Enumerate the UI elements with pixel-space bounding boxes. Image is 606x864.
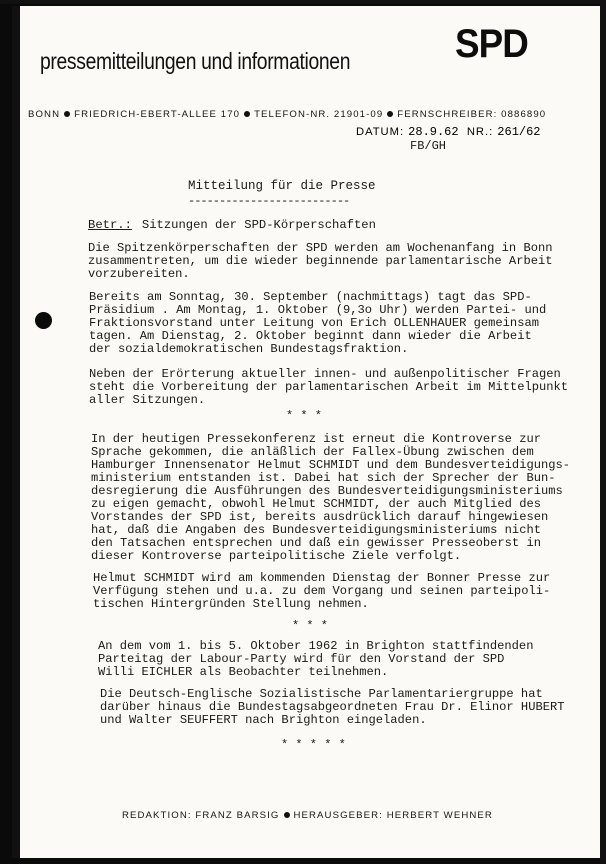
paragraph-line: zu eigen gemacht, obwohl Helmut SCHMIDT, der auch Mitglied des [91, 497, 541, 511]
paragraph-4 [91, 433, 591, 563]
paragraph-line: Bereits am Sonntag, 30. September (nachmittags) tagt das SPD- [89, 290, 532, 304]
subject-text: Sitzungen der SPD-Körperschaften [141, 218, 376, 232]
footer-credits [122, 810, 493, 821]
paragraph-line: Hamburger Innensenator Helmut SCHMIDT und dem Bundesverteidigungs- [91, 458, 570, 472]
subject-label: Betr.: [88, 218, 132, 232]
paragraph-line: tagen. Am Dienstag, 2. Oktober beginnt dann wieder die Arbeit [89, 329, 532, 343]
separator-stars: * * * * * [281, 738, 346, 752]
contact-address: FRIEDRICH-EBERT-ALLEE 170 [74, 109, 241, 120]
contact-telex: FERNSCHREIBER: 0886890 [397, 109, 547, 120]
nr-label: NR.: [466, 126, 494, 138]
author-initials: FB/GH [410, 139, 447, 153]
paragraph-line: hat, daß die Angaben des Bundesverteidigungsministeriums nicht [91, 523, 541, 537]
masthead-title: pressemitteilungen und informationen [40, 48, 351, 74]
contact-city: BONN [28, 109, 61, 120]
paragraph-line: Willi EICHLER als Beobachter teilnehmen. [98, 665, 389, 679]
bullet-dot-icon [244, 111, 250, 117]
paragraph-line: Neben der Erörterung aktueller innen- und außenpolitischer Fragen [89, 367, 561, 381]
paragraph-7 [100, 688, 600, 727]
scan-edge-right [600, 0, 606, 864]
paragraph-line: Sprache gekommen, die anläßlich der Fallex-Übung zwischen dem [91, 445, 534, 459]
paragraph-line: desregierung die Ausführungen des Bundesverteidigungsministeriums [91, 484, 563, 498]
paragraph-line: In der heutigen Pressekonferenz ist erneut die Kontroverse zur [91, 432, 541, 446]
title-underline-rule: -------------------------- [188, 194, 350, 208]
bullet-dot-icon [284, 812, 290, 818]
document-title: Mitteilung für die Presse [188, 179, 376, 193]
bullet-dot-icon [387, 111, 393, 117]
contact-phone: TELEFON-NR. 21901-09 [254, 109, 384, 120]
paragraph-line: und Walter SEUFFERT nach Brighton eingeladen. [100, 713, 427, 727]
contact-line [28, 109, 546, 120]
subject-line [88, 218, 376, 232]
punch-hole [35, 312, 52, 329]
paragraph-line: zusammentreten, um die wieder beginnende parlamentarische Arbeit [88, 254, 553, 268]
separator-stars: * * * [292, 619, 329, 633]
scan-edge-left [0, 0, 12, 864]
paragraph-line: Fraktionsvorstand unter Leitung von Erich OLLENHAUER gemeinsam [89, 316, 539, 330]
paragraph-3 [89, 368, 589, 407]
paragraph-line: Vorstandes der SPD ist, bereits ausdrücklich darauf hingewiesen [91, 510, 549, 524]
paragraph-line: aller Sitzungen. [89, 393, 206, 407]
paragraph-line: dieser Kontroverse parteipolitische Ziele verfolgt. [91, 549, 462, 563]
paragraph-6 [98, 640, 598, 679]
paragraph-line: Die Spitzenkörperschaften der SPD werden am Wochenanfang in Bonn [88, 241, 553, 255]
paragraph-line: Die Deutsch-Englische Sozialistische Parlamentariergruppe hat [100, 687, 543, 701]
paragraph-2 [89, 291, 589, 356]
paragraph-line: tischen Hintergründen Stellung nehmen. [93, 597, 369, 611]
paragraph-line: Präsidium . Am Montag, 1. Oktober (9,3o Uhr) werden Partei- und [89, 303, 547, 317]
scan-edge-top [0, 0, 606, 4]
footer-editor: REDAKTION: FRANZ BARSIG [122, 810, 280, 821]
bullet-dot-icon [64, 111, 70, 117]
paragraph-line: der sozialdemokratischen Bundestagsfraktion. [89, 342, 409, 356]
datum-label: DATUM: [356, 126, 405, 138]
paragraph-1 [88, 242, 588, 281]
paragraph-line: den Tatsachen entsprechen und daß ein gewisser Presseoberst in [91, 536, 541, 550]
paragraph-line: vorzubereiten. [88, 267, 190, 281]
paragraph-line: Parteitag der Labour-Party wird für den Vorstand der SPD [98, 652, 505, 666]
document-meta [356, 125, 541, 139]
footer-publisher: HERAUSGEBER: HERBERT WEHNER [293, 810, 493, 821]
nr-value: 261/62 [497, 125, 541, 139]
datum-value: 28.9.62 [408, 125, 459, 139]
paragraph-line: An dem vom 1. bis 5. Oktober 1962 in Brighton stattfindenden [98, 639, 534, 653]
separator-stars: * * * [286, 409, 323, 423]
paragraph-line: steht die Vorbereitung der parlamentarischen Arbeit im Mittelpunkt [89, 380, 568, 394]
paragraph-line: Verfügung stehen und u.a. zu dem Vorgang und seinen parteipoli- [93, 584, 551, 598]
paragraph-5 [93, 572, 593, 611]
spd-logo: SPD [455, 22, 528, 66]
paragraph-line: ministerium entstanden ist. Dabei hat sich der Sprecher der Bun- [91, 471, 556, 485]
paragraph-line: darüber hinaus die Bundestagsabgeordneten Frau Dr. Elinor HUBERT [100, 700, 565, 714]
paragraph-line: Helmut SCHMIDT wird am kommenden Dienstag der Bonner Presse zur [93, 571, 551, 585]
